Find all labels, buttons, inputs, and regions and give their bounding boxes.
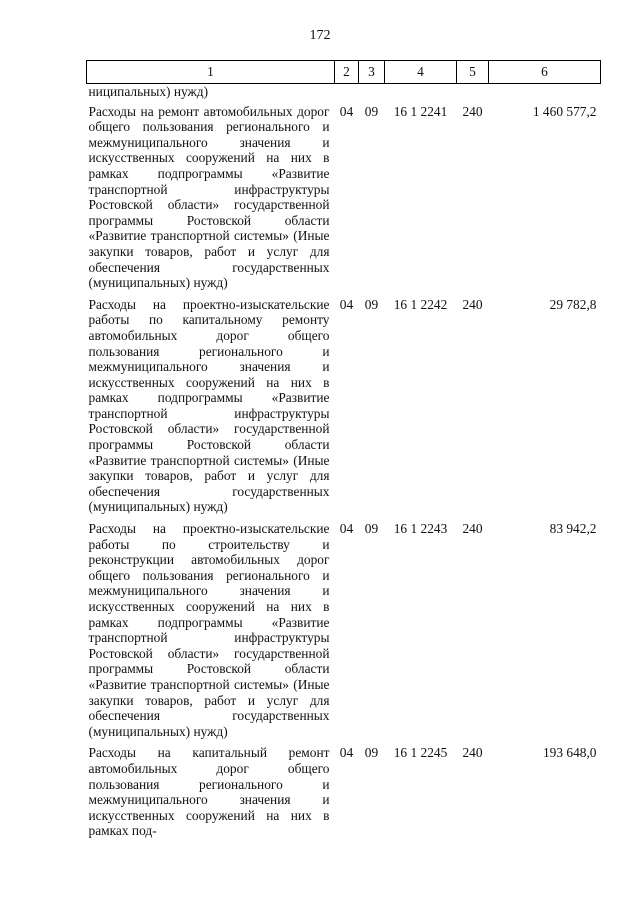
row-description: Расходы на ремонт автомобильных дорог общего пользования регионального и межмуниципального значения и искусственных сооружений на них в рамках подпрограммы «Развитие транспортной инфраструктуры Ростовской области» государственной программы Ростовской области «Развитие транспортной системы» (Иные закупки товаров, работ и услуг для обеспечения государственных (муниципальных) нужд) [88, 103, 330, 291]
row-amount: 83 942,2 [549, 521, 597, 537]
table-row [87, 745, 601, 845]
column-header-5: 5 [457, 61, 489, 84]
continuation-text: ниципальных) нужд) [88, 84, 209, 99]
header-row [87, 61, 601, 84]
row-target-article: 16 1 2243 [393, 521, 448, 537]
row-section: 04 [339, 521, 354, 537]
row-target-article: 16 1 2241 [393, 103, 448, 119]
row-section: 04 [339, 745, 354, 761]
row-expense-type: 240 [462, 103, 483, 119]
page-number: 172 [309, 28, 331, 43]
table-body [87, 84, 601, 845]
row-section: 04 [339, 296, 354, 312]
row-amount: 29 782,8 [549, 296, 597, 312]
row-expense-type: 240 [462, 521, 483, 537]
column-header-1: 1 [87, 61, 335, 84]
column-header-4: 4 [385, 61, 457, 84]
row-description: Расходы на капитальный ремонт автомобильных дорог общего пользования регионального и межмуниципального значения и искусственных сооружений на них в рамках под- [88, 745, 330, 839]
row-description: Расходы на проектно-изыскательские работы по строительству и реконструкции автомобильных дорог общего пользования регионального и межмуниципального значения и искусственных сооружений на них в рамках подпрограммы «Развитие транспортной инфраструктуры Ростовской области» государственной программы Ростовской области «Развитие транспортной системы» (Иные закупки товаров, работ и услуг для обеспечения государственных (муниципальных) нужд) [88, 521, 330, 739]
row-expense-type: 240 [462, 296, 483, 312]
row-subsection: 09 [364, 296, 379, 312]
column-header-2: 2 [335, 61, 359, 84]
table-row [87, 297, 601, 521]
column-header-6: 6 [489, 61, 601, 84]
table-row [87, 104, 601, 297]
row-target-article: 16 1 2245 [393, 745, 448, 761]
row-subsection: 09 [364, 745, 379, 761]
row-subsection: 09 [364, 103, 379, 119]
row-expense-type: 240 [462, 745, 483, 761]
row-description: Расходы на проектно-изыскательские работы по капитальному ремонту автомобильных дорог общего пользования регионального и межмуниципального значения и искусственных сооружений на них в рамках подпрограммы «Развитие транспортной инфраструктуры Ростовской области» государственной программы Ростовской области «Развитие транспортной системы» (Иные закупки товаров, работ и услуг для обеспечения государственных (муниципальных) нужд) [88, 296, 330, 515]
column-header-3: 3 [359, 61, 385, 84]
table-row [87, 521, 601, 745]
row-amount: 1 460 577,2 [532, 103, 597, 119]
row-section: 04 [339, 103, 354, 119]
budget-table [86, 60, 601, 845]
table-header [87, 61, 601, 84]
row-target-article: 16 1 2242 [393, 296, 448, 312]
continuation-row [87, 84, 601, 104]
row-amount: 193 648,0 [542, 745, 597, 761]
row-subsection: 09 [364, 521, 379, 537]
